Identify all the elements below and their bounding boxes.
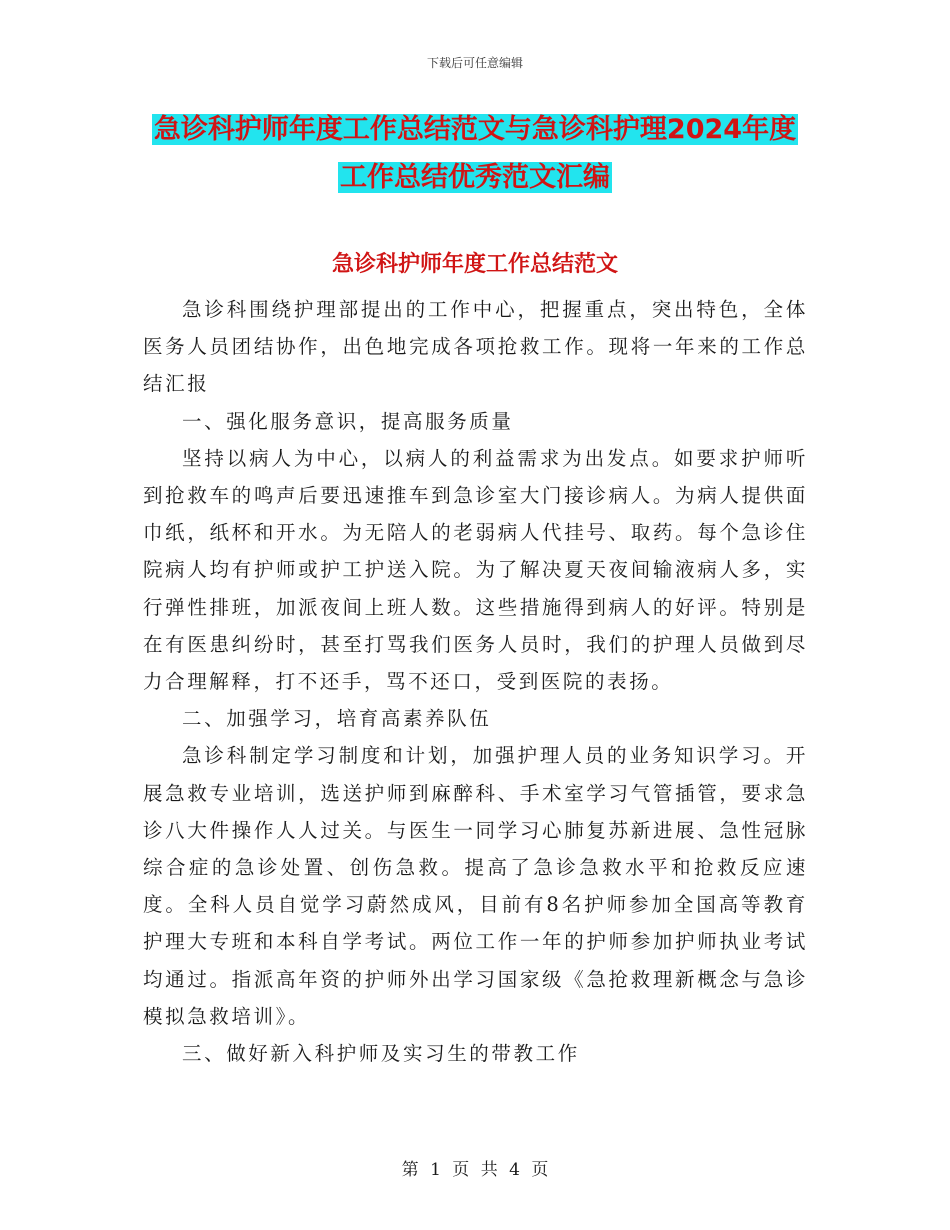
title-line-2: 工作总结优秀范文汇编 <box>340 162 610 193</box>
heading-1: 一、强化服务意识，提高服务质量 <box>182 409 514 433</box>
heading-3: 三、做好新入科护师及实习生的带教工作 <box>182 1042 580 1066</box>
page-footer: 第 1 页 共 4 页 <box>401 1160 549 1180</box>
heading-2: 二、加强学习，培育高素养队伍 <box>182 707 492 731</box>
title-line-1: 急诊科护师年度工作总结范文与急诊科护理2024年度 <box>153 114 797 145</box>
document-title <box>0 106 950 202</box>
section-title: 急诊科护师年度工作总结范文 <box>331 252 618 277</box>
paragraph-2: 急诊科制定学习制度和计划，加强护理人员的业务知识学习。开展急救专业培训，选送护师到麻醉科、手术室学习气管插管，要求急诊八大件操作人人过关。与医生一同学习心肺复苏新进展、急性冠脉综合症的急诊处置、创伤急救。提高了急诊急救水平和抢救反应速度。全科人员自觉学习蔚然成风，目前有8名护师参加全国高等教育护理大专班和本科自学考试。两位工作一年的护师参加护师执业考试均通过。指派高年资的护师外出学习国家级《急抢救理新概念与急诊模拟急救培训》。 <box>143 744 808 1028</box>
intro-paragraph: 急诊科围绕护理部提出的工作中心，把握重点，突出特色，全体医务人员团结协作，出色地完成各项抢救工作。现将一年来的工作总结汇报 <box>143 298 808 396</box>
header-note: 下载后可任意编辑 <box>426 56 523 70</box>
paragraph-1: 坚持以病人为中心，以病人的利益需求为出发点。如要求护师听到抢救车的鸣声后要迅速推车到急诊室大门接诊病人。为病人提供面巾纸，纸杯和开水。为无陪人的老弱病人代挂号、取药。每个急诊住院病人均有护师或护工护送入院。为了解决夏天夜间输液病人多，实行弹性排班，加派夜间上班人数。这些措施得到病人的好评。特别是在有医患纠纷时，甚至打骂我们医务人员时，我们的护理人员做到尽力合理解释，打不还手，骂不还口，受到医院的表扬。 <box>143 446 808 694</box>
body-text <box>143 291 808 1072</box>
